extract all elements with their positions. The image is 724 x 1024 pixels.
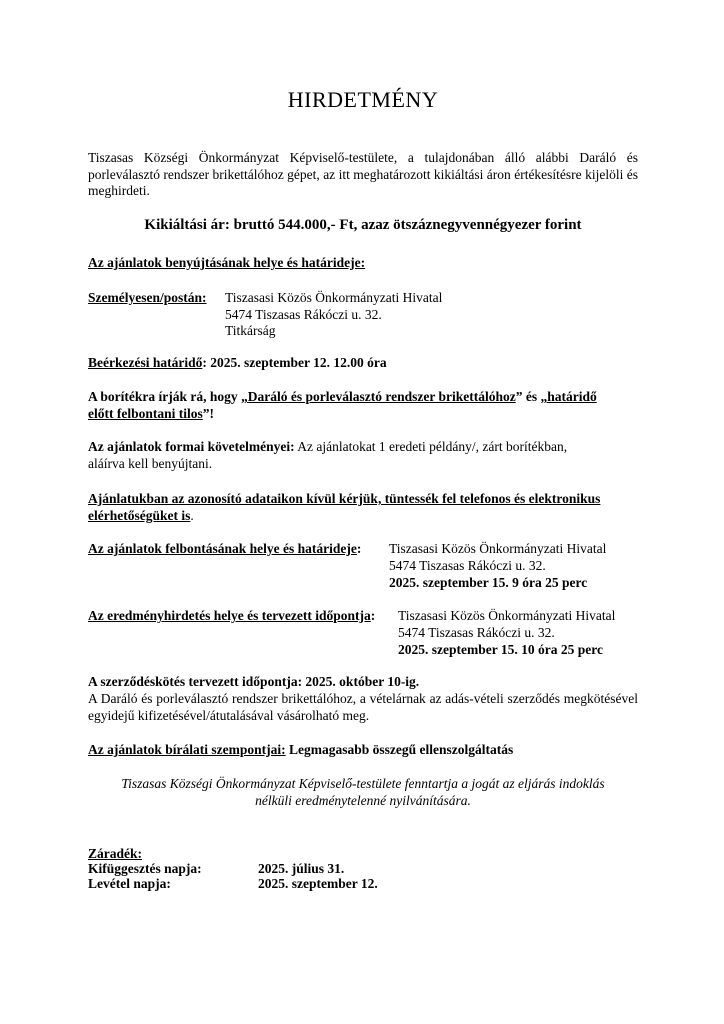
opening-label: Az ajánlatok felbontásának helye és határideje bbox=[88, 541, 357, 556]
address-line: Titkárság bbox=[225, 323, 276, 338]
contact-request-period: . bbox=[190, 507, 194, 523]
result-line-1: Tiszasasi Közös Önkormányzati Hivatal bbox=[398, 608, 616, 623]
contract-heading: A szerződéskötés tervezett időpontja: 2025. október 10-ig. bbox=[88, 674, 420, 689]
deadline-label: Beérkezési határidő bbox=[88, 355, 203, 370]
posted-label: Kifüggesztés napja: bbox=[88, 861, 202, 876]
removal-date: 2025. szeptember 12. bbox=[258, 876, 378, 891]
reservation-note bbox=[88, 776, 638, 809]
reservation-line-1: Tiszasas Községi Önkormányzat Képviselő-testülete fenntartja a jogát az eljárás indoklás bbox=[121, 776, 605, 791]
envelope-instruction bbox=[88, 389, 638, 422]
envelope-suffix: ”! bbox=[202, 405, 214, 421]
opening-line-3: 2025. szeptember 15. 9 óra 25 perc bbox=[389, 575, 588, 590]
intro-paragraph: Tiszasas Községi Önkormányzat Képviselő-testülete, a tulajdonában álló alábbi Daráló és porleválasztó rendszer brikettálóhoz gépet, az itt meghatározott kikiáltási áron értékesítésre kijelöli és meghirdeti. bbox=[88, 150, 638, 198]
posted-date: 2025. július 31. bbox=[258, 861, 345, 876]
opening-colon: : bbox=[356, 541, 362, 556]
envelope-quote-2a: „határidő bbox=[540, 389, 597, 404]
evaluation-criteria bbox=[88, 742, 513, 759]
opening-line-1: Tiszasasi Közös Önkormányzati Hivatal bbox=[389, 541, 607, 556]
envelope-quote-2b: előtt felbontani tilos bbox=[88, 405, 203, 421]
envelope-quote-1: „Daráló és porleválasztó rendszer brikettálóhoz bbox=[241, 389, 516, 404]
submission-method-label: Személyesen/postán: bbox=[88, 290, 207, 305]
result-line-2: 5474 Tiszasas Rákóczi u. 32. bbox=[398, 625, 555, 640]
contact-request bbox=[88, 491, 638, 524]
address-line: Tiszasasi Közös Önkormányzati Hivatal bbox=[225, 290, 443, 305]
result-label-row bbox=[88, 608, 375, 625]
submission-heading: Az ajánlatok benyújtásának helye és határideje: bbox=[88, 255, 366, 270]
starting-price: Kikiáltási ár: bruttó 544.000,- Ft, azaz ötszáznegyvennégyezer forint bbox=[144, 217, 582, 233]
criteria-value: Legmagasabb összegű ellenszolgáltatás bbox=[285, 742, 514, 757]
formal-text-cont: aláírva kell benyújtani. bbox=[88, 455, 213, 471]
clause-heading: Záradék: bbox=[88, 846, 142, 861]
removal-label: Levétel napja: bbox=[88, 876, 171, 891]
opening-label-row bbox=[88, 541, 361, 558]
result-line-3: 2025. szeptember 15. 10 óra 25 perc bbox=[398, 642, 603, 657]
deadline-value: : 2025. szeptember 12. 12.00 óra bbox=[202, 355, 387, 370]
envelope-middle: ” és bbox=[515, 389, 541, 404]
submission-address bbox=[225, 290, 442, 340]
formal-requirements bbox=[88, 439, 638, 472]
contact-request-line-2: elérhetőségüket is bbox=[88, 507, 191, 523]
envelope-prefix: A borítékra írják rá, hogy bbox=[88, 389, 241, 404]
result-label: Az eredményhirdetés helye és tervezett időpontja bbox=[88, 608, 371, 623]
formal-label: Az ajánlatok formai követelményei: bbox=[88, 439, 295, 454]
formal-text: Az ajánlatokat 1 eredeti példány/, zárt borítékban, bbox=[294, 439, 568, 454]
contact-request-line-1: Ajánlatukban az azonosító adataikon kívül kérjük, tüntessék fel telefonos és elektronikus bbox=[88, 491, 601, 506]
opening-line-2: 5474 Tiszasas Rákóczi u. 32. bbox=[389, 558, 546, 573]
contract-text: A Daráló és porleválasztó rendszer brikettálóhoz, a vételárnak az adás-vételi szerződés megkötésével egyidejű kifizetésével/átutalásával vásárolható meg. bbox=[88, 691, 638, 723]
criteria-label: Az ajánlatok bírálati szempontjai: bbox=[88, 742, 286, 757]
result-colon: : bbox=[370, 608, 376, 623]
address-line: 5474 Tiszasas Rákóczi u. 32. bbox=[225, 306, 382, 322]
page-title: HIRDETMÉNY bbox=[287, 87, 439, 112]
reservation-line-2: nélküli eredménytelenné nyilvánítására. bbox=[255, 792, 471, 808]
deadline-row bbox=[88, 355, 387, 372]
